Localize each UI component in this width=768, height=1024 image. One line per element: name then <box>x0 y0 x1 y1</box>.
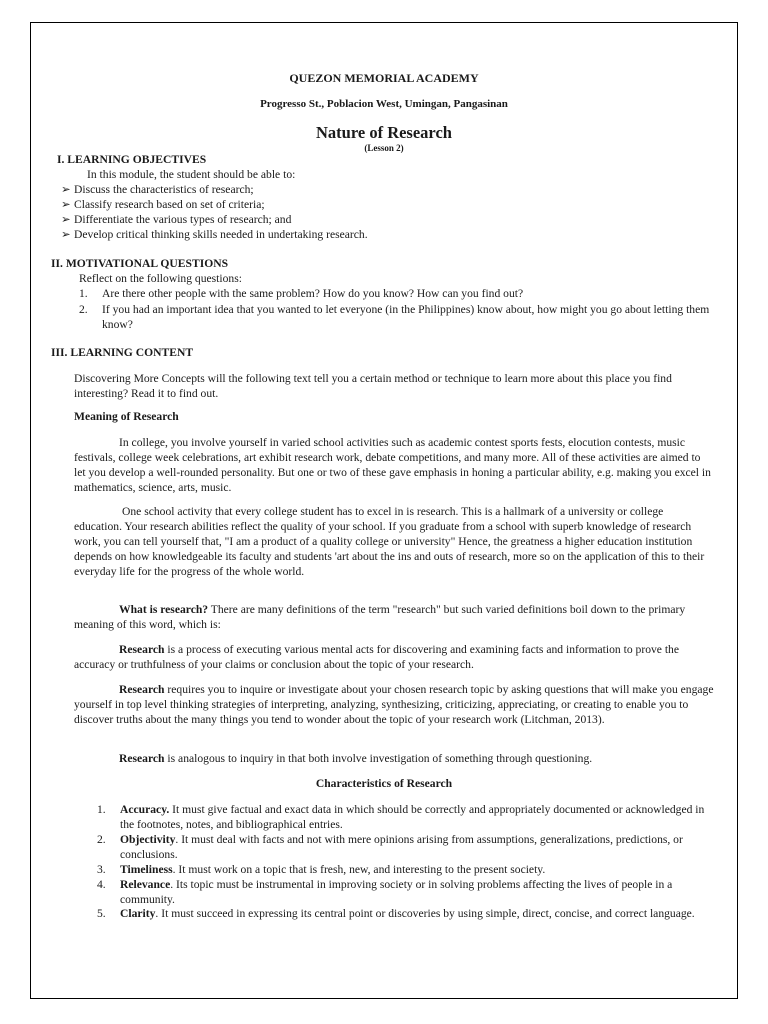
motivation-intro: Reflect on the following questions: <box>79 272 242 285</box>
characteristics-heading: Characteristics of Research <box>315 777 453 790</box>
arrow-bullet-icon: ➢ <box>61 213 71 226</box>
characteristic-item: Clarity. It must succeed in expressing its central point or discoveries by using simple, direct, concise, and correct language. <box>120 907 695 920</box>
objective-item: ➢ Develop critical thinking skills needed in undertaking research. <box>61 228 368 241</box>
motivation-heading: II. MOTIVATIONAL QUESTIONS <box>51 257 229 270</box>
characteristic-number: 3. <box>97 863 106 876</box>
characteristic-item: Objectivity. It must deal with facts and not with mere opinions arising from assumptions, generalizations, predictions, or conclusions. <box>120 833 683 861</box>
question-text: Are there other people with the same problem? How do you know? How can you find out? <box>102 287 524 300</box>
arrow-bullet-icon: ➢ <box>61 183 71 196</box>
objectives-heading: I. LEARNING OBJECTIVES <box>57 153 207 166</box>
characteristic-number: 1. <box>97 803 106 816</box>
characteristic-number: 4. <box>97 878 106 891</box>
objective-item: ➢ Discuss the characteristics of research; <box>61 183 254 196</box>
paragraph: In college, you involve yourself in varied school activities such as academic contest sports fests, elocution contests, music festivals, college week celebrations, art exhibit research work, debate competitions, and many more. All of these activities are aimed to let you develop a well-rounded personality. But one or two of these gave emphasis in honing a particular ability, e.g. making you excel in mathematics, science, arts, music. <box>74 436 711 494</box>
characteristic-number: 5. <box>97 907 106 920</box>
arrow-bullet-icon: ➢ <box>61 198 71 211</box>
paragraph: Research is a process of executing various mental acts for discovering and examining facts and information to prove the accuracy or truthfulness of your claims or conclusion about the topic of your research. <box>74 643 679 671</box>
objective-item: ➢ Classify research based on set of criteria; <box>61 198 265 211</box>
characteristic-item: Timeliness. It must work on a topic that is fresh, new, and interesting to the present society. <box>120 863 546 876</box>
paragraph: Research is analogous to inquiry in that both involve investigation of something through questioning. <box>119 752 593 765</box>
content-heading: III. LEARNING CONTENT <box>51 346 194 359</box>
document-body <box>31 23 737 998</box>
page-title: Nature of Research <box>316 123 452 142</box>
lesson-label: (Lesson 2) <box>364 143 404 153</box>
arrow-bullet-icon: ➢ <box>61 228 71 241</box>
content-intro: Discovering More Concepts will the following text tell you a certain method or technique to learn more about this place you find interesting? Read it to find out. <box>74 372 672 400</box>
objectives-intro: In this module, the student should be able to: <box>87 168 296 181</box>
question-number: 1. <box>79 287 88 300</box>
school-name: QUEZON MEMORIAL ACADEMY <box>289 71 479 85</box>
paragraph: What is research? There are many definitions of the term "research" but such varied definitions boil down to the primary meaning of this word, which is: <box>74 603 686 631</box>
question-number: 2. <box>79 303 88 316</box>
school-address: Progresso St., Poblacion West, Umingan, Pangasinan <box>260 98 508 110</box>
page-border <box>30 22 738 999</box>
characteristic-number: 2. <box>97 833 106 846</box>
characteristic-item: Accuracy. It must give factual and exact data in which should be correctly and appropriately documented or acknowledged in the footnotes, notes, and bibliographical entries. <box>120 803 705 831</box>
question-text: If you had an important idea that you wanted to let everyone (in the Philippines) know about, how might you go about letting them know? <box>102 303 710 331</box>
characteristic-item: Relevance. Its topic must be instrumental in improving society or in solving problems affecting the lives of people in a community. <box>120 878 673 906</box>
objective-item: ➢ Differentiate the various types of research; and <box>61 213 292 226</box>
paragraph: Research requires you to inquire or investigate about your chosen research topic by asking questions that will make you engage yourself in top level thinking strategies of interpreting, analyzing, synthesizing, criticizing, appreciating, or creating to enable you to discover truths about the many things you tend to wonder about the topic of your research work (Litchman, 2013). <box>74 683 714 726</box>
paragraph: One school activity that every college student has to excel in is research. This is a hallmark of a university or college education. Your research abilities reflect the quality of your school. If you graduate from a school with superb knowledge of research work, you can tell yourself that, "I am a product of a quality college or university" Hence, the greatness a higher education institution depends on how knowledgeable its faculty and students 'art about the ins and outs of research, more so on the application of this to their everyday life for the progress of the whole world. <box>74 505 705 578</box>
meaning-heading: Meaning of Research <box>74 410 179 423</box>
